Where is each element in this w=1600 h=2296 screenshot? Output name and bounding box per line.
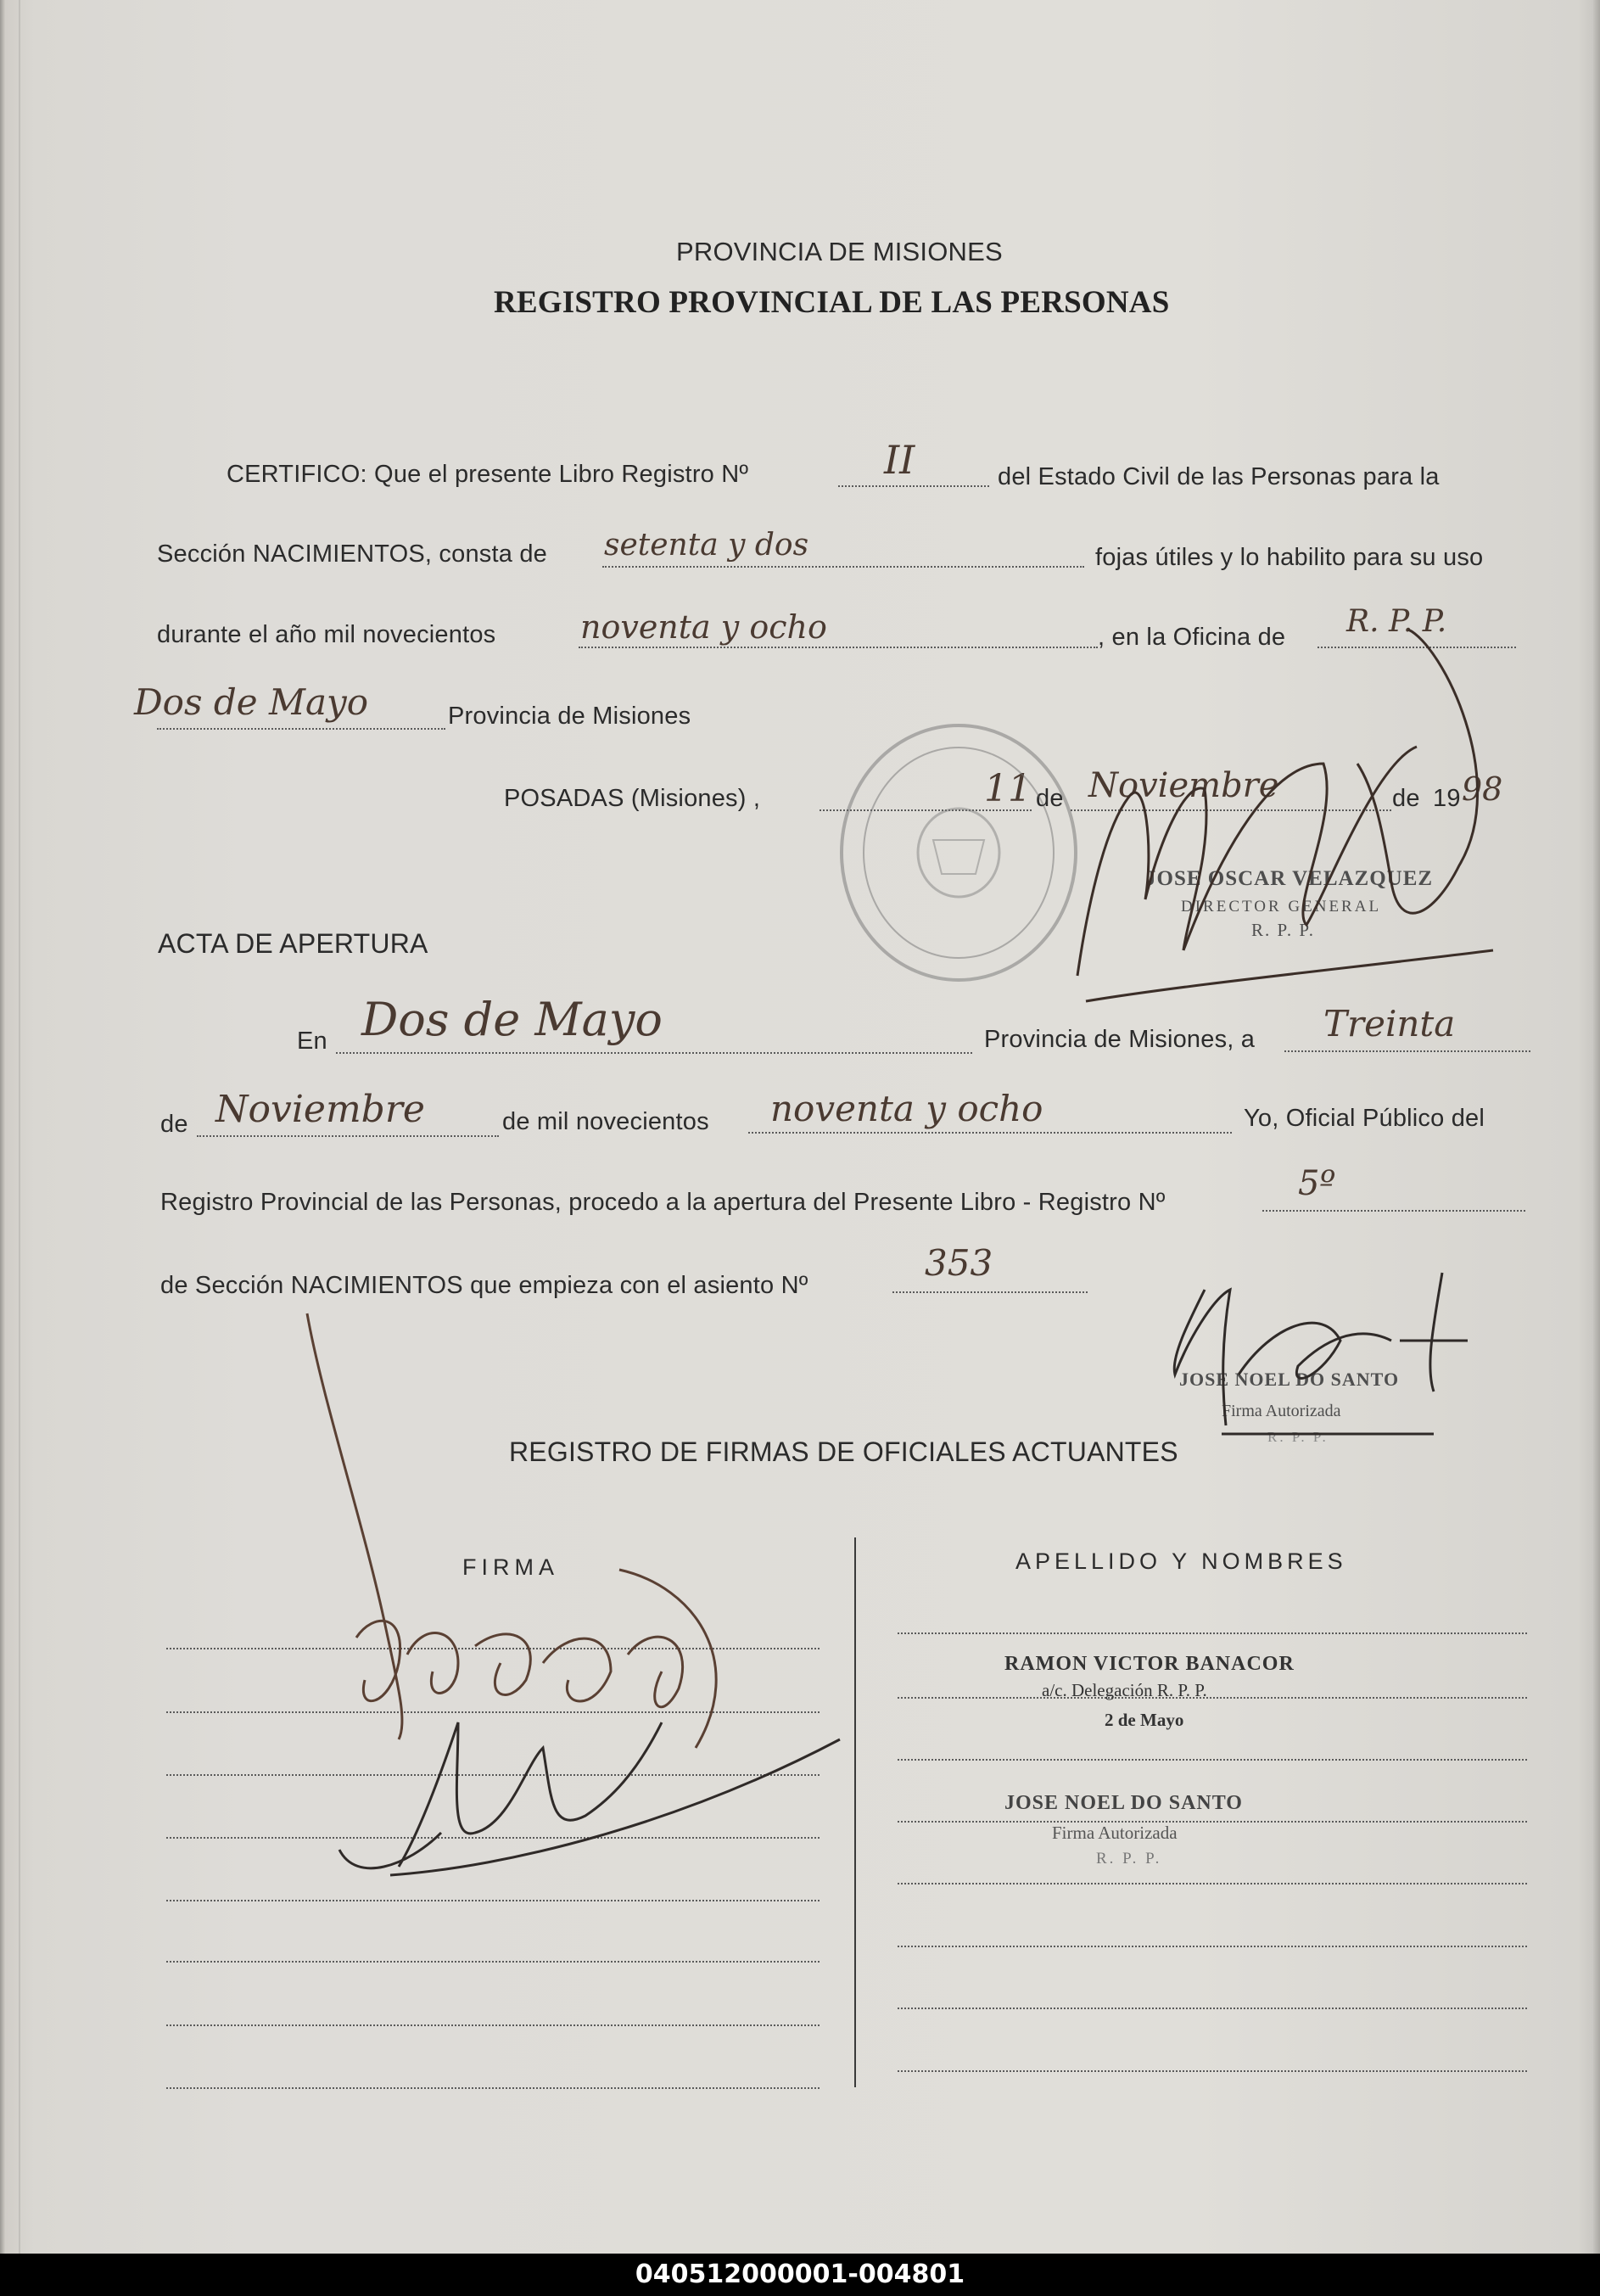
acta-place-value: Dos de Mayo <box>361 993 663 1046</box>
acta-entry-value: 353 <box>925 1242 993 1284</box>
office-abbrev-value: R. P. P. <box>1346 604 1447 639</box>
officer2-role: Firma Autorizada <box>1052 1823 1178 1843</box>
acta-mil-label: de mil novecientos <box>502 1108 709 1135</box>
acta-day-value: Treinta <box>1323 1003 1456 1044</box>
acta-month-value: Noviembre <box>215 1088 425 1131</box>
certificate-line1-prefix: CERTIFICO: Que el presente Libro Registro Nº <box>227 461 749 488</box>
director-stamp-name: JOSE OSCAR VELAZQUEZ <box>1145 867 1434 890</box>
date-day-value: 11 <box>984 767 1032 810</box>
round-seal-icon <box>842 725 1076 980</box>
acta-de-label: de <box>160 1111 188 1138</box>
certificate-line3-middle: , en la Oficina de <box>1098 624 1286 651</box>
book-number-value: II <box>884 437 915 483</box>
document-id-footer: 040512000001-004801 <box>0 2254 1600 2296</box>
officer1-place: 2 de Mayo <box>1105 1710 1184 1730</box>
second-signature-icon <box>339 1722 840 1875</box>
signature-column-header: FIRMA <box>462 1554 559 1580</box>
acta-en-label: En <box>297 1028 327 1055</box>
office-place-value: Dos de Mayo <box>134 681 369 723</box>
names-column-header: APELLIDO Y NOMBRES <box>1015 1548 1347 1574</box>
director-stamp-title: DIRECTOR GENERAL <box>1181 898 1382 916</box>
acta-registry-line: Registro Provincial de las Personas, procedo a la apertura del Presente Libro - Registro Nº <box>160 1189 1166 1216</box>
acta-year-value: noventa y ocho <box>770 1088 1043 1129</box>
date-year-prefix: 19 <box>1433 785 1461 812</box>
certificate-line3-prefix: durante el año mil novecientos <box>157 621 496 648</box>
year-words-value: noventa y ocho <box>580 608 827 646</box>
date-de-2: de <box>1392 785 1420 812</box>
officer1-name: RAMON VICTOR BANACOR <box>1004 1653 1295 1675</box>
authorized-stamp-org: R. P. P. <box>1267 1429 1329 1445</box>
acta-section-line: de Sección NACIMIENTOS que empieza con el asiento Nº <box>160 1272 808 1299</box>
certificate-line1-suffix: del Estado Civil de las Personas para la <box>998 463 1440 490</box>
signatures-title: REGISTRO DE FIRMAS DE OFICIALES ACTUANTES <box>509 1436 1178 1467</box>
date-month-value: Noviembre <box>1088 766 1279 805</box>
certificate-line2-prefix: Sección NACIMIENTOS, consta de <box>157 540 547 568</box>
province-title: PROVINCIA DE MISIONES <box>676 237 1003 266</box>
acta-registry-number-value: 5º <box>1298 1164 1336 1203</box>
officer2-name: JOSE NOEL DO SANTO <box>1004 1792 1243 1814</box>
officer2-org: R. P. P. <box>1096 1850 1162 1868</box>
registry-title: REGISTRO PROVINCIAL DE LAS PERSONAS <box>494 285 1170 320</box>
date-de-1: de <box>1036 785 1064 812</box>
director-signature-icon <box>1077 630 1493 1001</box>
acta-title: ACTA DE APERTURA <box>158 928 428 959</box>
director-stamp-org: R. P. P. <box>1251 920 1315 940</box>
date-year-value: 98 <box>1462 770 1503 808</box>
date-place: POSADAS (Misiones) , <box>504 785 761 812</box>
pages-count-value: setenta y dos <box>604 528 809 563</box>
acta-signature-icon <box>1174 1273 1468 1434</box>
acta-province-label: Provincia de Misiones, a <box>984 1026 1256 1053</box>
authorized-stamp-title: Firma Autorizada <box>1222 1402 1341 1420</box>
officer-signature-icon <box>307 1313 716 1748</box>
certificate-line4-suffix: Provincia de Misiones <box>448 703 691 730</box>
certificate-line2-suffix: fojas útiles y lo habilito para su uso <box>1095 544 1484 571</box>
officer1-role: a/c. Delegación R. P. P. <box>1042 1680 1207 1700</box>
acta-official-text: Yo, Oficial Público del <box>1244 1105 1485 1132</box>
authorized-stamp-name: JOSE NOEL DO SANTO <box>1179 1369 1400 1390</box>
